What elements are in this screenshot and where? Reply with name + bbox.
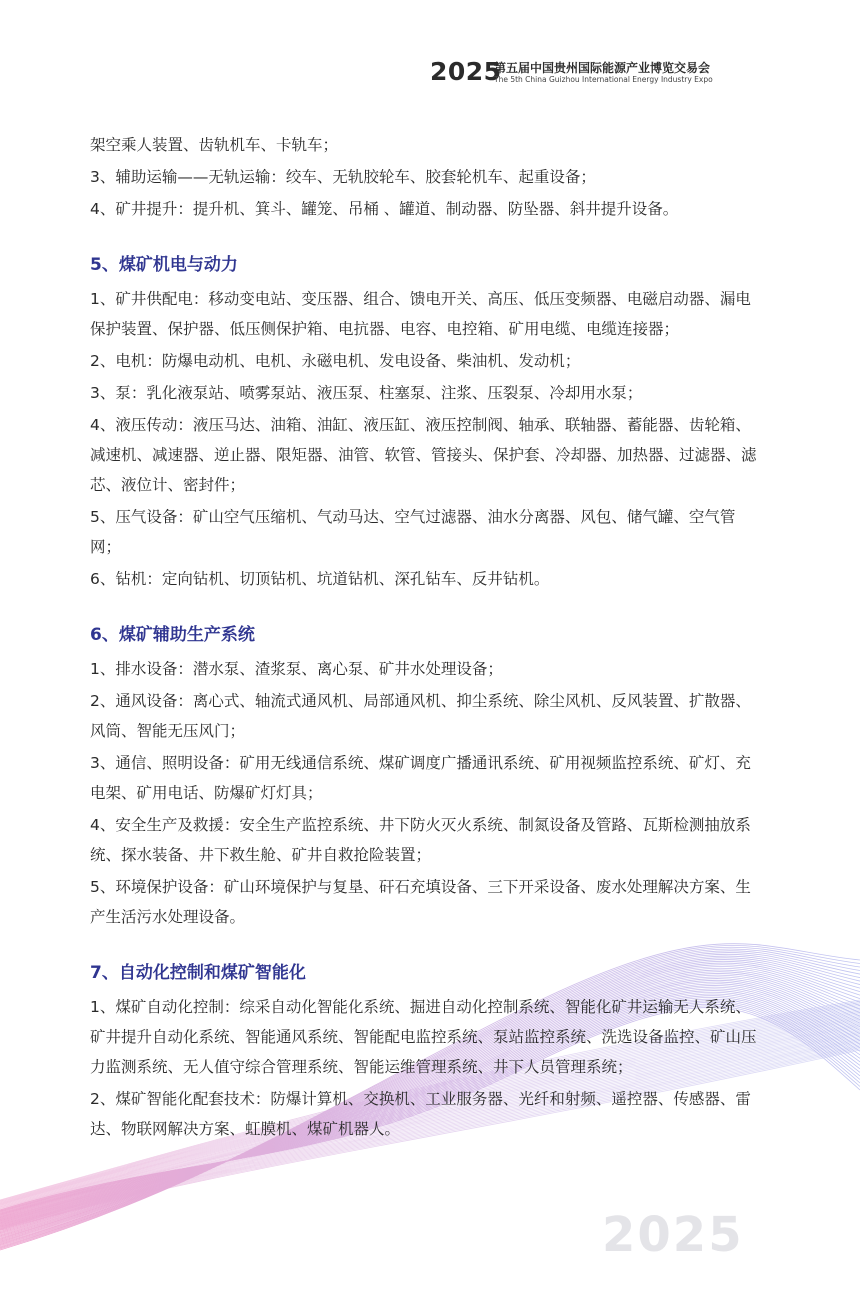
list-item: 6、钻机：定向钻机、切顶钻机、坑道钻机、深孔钻车、反井钻机。 <box>90 570 550 588</box>
section-title: 6、煤矿辅助生产系统 <box>90 625 255 645</box>
list-item: 5、压气设备：矿山空气压缩机、气动马达、空气过滤器、油水分离器、风包、储气罐、空气管网； <box>90 508 736 556</box>
document-body <box>90 130 760 1146</box>
list-item: 1、矿井供配电：移动变电站、变压器、组合、馈电开关、高压、低压变频器、电磁启动器、漏电保护装置、保护器、低压侧保护箱、电抗器、电容、电控箱、矿用电缆、电缆连接器； <box>90 290 751 338</box>
intro-paragraph: 4、矿井提升：提升机、箕斗、罐笼、吊桶 、罐道、制动器、防坠器、斜井提升设备。 <box>90 200 679 218</box>
header-title-en: The 5th China Guizhou International Energy Industry Expo <box>494 75 713 84</box>
intro-paragraph: 3、辅助运输——无轨运输：绞车、无轨胶轮车、胶套轮机车、起重设备； <box>90 168 596 186</box>
list-item: 4、安全生产及救援：安全生产监控系统、井下防火灭火系统、制氮设备及管路、瓦斯检测抽放系统、探水装备、井下救生舱、矿井自救抢险装置； <box>90 816 751 864</box>
header-title-cn: 第五届中国贵州国际能源产业博览交易会 <box>494 61 711 75</box>
list-item: 1、排水设备：潜水泵、渣浆泵、离心泵、矿井水处理设备； <box>90 660 503 678</box>
year-watermark: 2025 <box>602 1207 744 1263</box>
list-item: 3、泵：乳化液泵站、喷雾泵站、液压泵、柱塞泵、注浆、压裂泵、冷却用水泵； <box>90 384 643 402</box>
list-item: 4、液压传动：液压马达、油箱、油缸、液压缸、液压控制阀、轴承、联轴器、蓄能器、齿轮箱、减速机、减速器、逆止器、限矩器、油管、软管、管接头、保护套、冷却器、加热器、过滤器、滤芯、液位计、密封件； <box>90 416 757 494</box>
section-title: 5、煤矿机电与动力 <box>90 255 238 275</box>
list-item: 5、环境保护设备：矿山环境保护与复垦、矸石充填设备、三下开采设备、废水处理解决方案、生产生活污水处理设备。 <box>90 878 751 926</box>
section-title: 7、自动化控制和煤矿智能化 <box>90 963 306 983</box>
list-item: 2、电机：防爆电动机、电机、永磁电机、发电设备、柴油机、发动机； <box>90 352 581 370</box>
list-item: 3、通信、照明设备：矿用无线通信系统、煤矿调度广播通讯系统、矿用视频监控系统、矿灯、充电架、矿用电话、防爆矿灯灯具； <box>90 754 751 802</box>
header-year: 2025 <box>430 57 502 86</box>
intro-paragraph: 架空乘人装置、齿轨机车、卡轨车； <box>90 136 339 154</box>
list-item: 1、煤矿自动化控制：综采自动化智能化系统、掘进自动化控制系统、智能化矿井运输无人系统、矿井提升自动化系统、智能通风系统、智能配电监控系统、泵站监控系统、洗选设备监控、矿山压力监测系统、无人值守综合管理系统、智能运维管理系统、井下人员管理系统； <box>90 998 757 1076</box>
list-item: 2、煤矿智能化配套技术：防爆计算机、交换机、工业服务器、光纤和射频、遥控器、传感器、雷达、物联网解决方案、虹膜机、煤矿机器人。 <box>90 1090 751 1138</box>
list-item: 2、通风设备：离心式、轴流式通风机、局部通风机、抑尘系统、除尘风机、反风装置、扩散器、风筒、智能无压风门； <box>90 692 751 740</box>
